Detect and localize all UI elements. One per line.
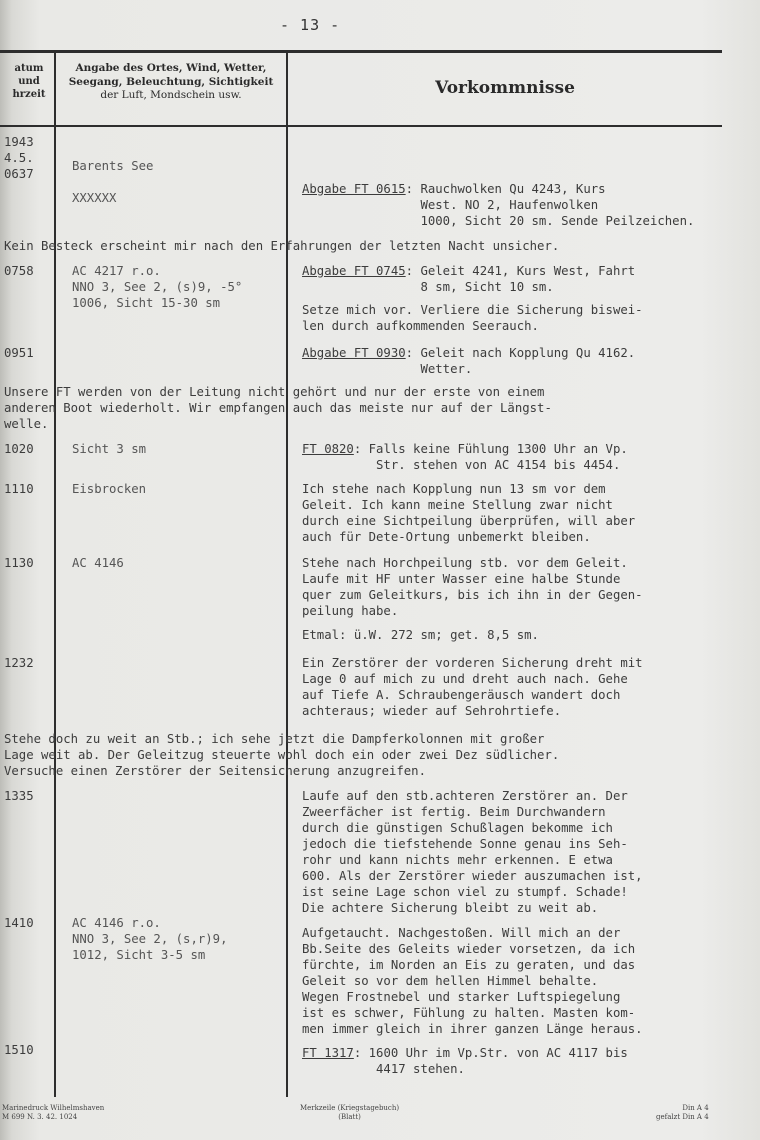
entry-event: Ich stehe nach Kopplung nun 13 sm vor dem Geleit. Ich kann meine Stellung zwar nicht durch eine Sichtpeilung überprüfen, will aber auch für Dete-Ortung unbemerkt bleiben. — [302, 482, 636, 544]
entry-time: 1110 — [4, 482, 34, 496]
entry-time: 0951 — [4, 346, 34, 360]
form-title-footer: Merkzeile (Kriegstagebuch) (Blatt) — [300, 1104, 400, 1121]
events-column-header: Vorkommnisse — [435, 78, 575, 98]
entry-location: Sicht 3 sm — [72, 442, 147, 456]
entry-time: 1232 — [4, 656, 34, 670]
entry-time: 1130 — [4, 556, 34, 570]
header-bottom-rule — [0, 125, 722, 127]
entry-event: Laufe auf den stb.achteren Zerstörer an. Der Zweerfächer ist fertig. Beim Durchwandern durch die günstigen Schußlagen bekomme ich jedoch die tiefstehende Sonne genau ins Seh- rohr und kann nichts mehr erkennen. E etwa 600. Als der Zerstörer wieder auszumachen ist, ist seine Lage schon viel zu stumpf. Schade! Die achtere Sicherung bleibt zu weit ab. — [302, 789, 643, 915]
entry-event: Stehe nach Horchpeilung stb. vor dem Geleit. Laufe mit HF unter Wasser eine halbe Stunde quer zum Geleitkurs, bis ich ihn in der Gegen- peilung habe. — [302, 556, 643, 618]
paper-format-note: Din A 4 gefalzt Din A 4 — [656, 1104, 709, 1121]
entry-location: AC 4146 — [72, 556, 124, 570]
remark-block: Unsere FT werden von der Leitung nicht gehört und nur der erste von einem anderen Boot wiederholt. Wir empfangen auch das meiste nur auf der Längst- welle. — [4, 385, 552, 431]
entry-event: Abgabe FT 0745: Geleit 4241, Kurs West, Fahrt 8 sm, Sicht 10 sm. — [302, 264, 636, 294]
entry-event-note: Etmal: ü.W. 272 sm; get. 8,5 sm. — [302, 628, 539, 642]
remark-line: Kein Besteck erscheint mir nach den Erfahrungen der letzten Nacht unsicher. — [4, 239, 560, 253]
entry-location: Barents See XXXXXX — [72, 159, 154, 205]
entry-time: 1020 — [4, 442, 34, 456]
entry-time: 1943 4.5. 0637 — [4, 135, 34, 181]
date-time-column-header: atum und hrzeit — [12, 63, 46, 100]
entry-time: 1410 — [4, 916, 34, 930]
entry-time: 0758 — [4, 264, 34, 278]
printer-imprint: Marinedruck Wilhelmshaven M 699 N. 3. 42. 1024 — [2, 1104, 105, 1121]
entry-location: AC 4146 r.o. NNO 3, See 2, (s,r)9, 1012, Sicht 3-5 sm — [72, 916, 228, 962]
page-number: - 13 - — [280, 16, 341, 34]
column-divider-1 — [54, 52, 56, 1097]
entry-event: FT 1317: 1600 Uhr im Vp.Str. von AC 4117 bis 4417 stehen. — [302, 1046, 628, 1076]
header-top-rule — [0, 50, 722, 53]
entry-event-note: Setze mich vor. Verliere die Sicherung biswei- len durch aufkommenden Seerauch. — [302, 303, 643, 333]
entry-event: Abgabe FT 0930: Geleit nach Kopplung Qu 4162. Wetter. — [302, 346, 636, 376]
remark-block: Stehe doch zu weit an Stb.; ich sehe jetzt die Dampferkolonnen mit großer Lage weit ab. Der Geleitzug steuerte wohl doch ein oder zwei Dez südlicher. Versuche einen Zerstörer der Seitensicherung anzugreifen. — [4, 732, 560, 778]
entry-event: Ein Zerstörer der vorderen Sicherung dreht mit Lage 0 auf mich zu und dreht auch nach. Gehe auf Tiefe A. Schraubengeräusch wandert doch achteraus; wieder auf Sehrohrtiefe. — [302, 656, 643, 718]
entry-location: Eisbrocken — [72, 482, 147, 496]
entry-time: 1510 — [4, 1043, 34, 1057]
entry-event: Aufgetaucht. Nachgestoßen. Will mich an der Bb.Seite des Geleits wieder vorsetzen, da ich fürchte, im Norden an Eis zu geraten, und das Geleit so vor dem hellen Himmel behalte. Wegen Frostnebel und starker Luftspiegelung ist es schwer, Fühlung zu halten. Masten kom- men immer gleich in ihrer ganzen Länge heraus. — [302, 926, 643, 1036]
entry-event: FT 0820: Falls keine Fühlung 1300 Uhr an Vp. Str. stehen von AC 4154 bis 4454. — [302, 442, 628, 472]
entry-location: AC 4217 r.o. NNO 3, See 2, (s)9, -5° 1006, Sicht 15-30 sm — [72, 264, 243, 310]
entry-time: 1335 — [4, 789, 34, 803]
entry-event: Abgabe FT 0615: Rauchwolken Qu 4243, Kurs West. NO 2, Haufenwolken 1000, Sicht 20 sm. Sende Peilzeichen. — [302, 182, 695, 228]
column-divider-2 — [286, 52, 288, 1097]
location-weather-column-header: Angabe des Ortes, Wind, Wetter, Seegang, Beleuchtung, Sichtigkeit der Luft, Mondschein usw. — [68, 62, 274, 101]
